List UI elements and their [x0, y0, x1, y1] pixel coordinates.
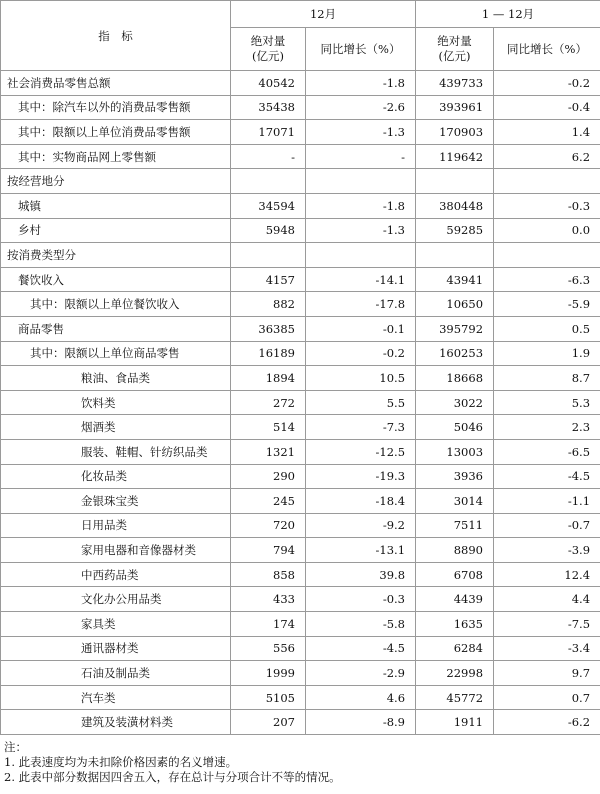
ytd-yoy-cell: 8.7: [494, 366, 600, 391]
month-yoy-cell: -8.9: [306, 710, 416, 735]
month-abs-cell: 245: [231, 489, 306, 514]
ytd-abs-cell: 1911: [416, 710, 494, 735]
ytd-abs-cell: 3022: [416, 390, 494, 415]
table-row: [1, 292, 600, 317]
row-label: 按消费类型分: [1, 243, 231, 268]
month-abs-cell: 290: [231, 464, 306, 489]
month-abs-label: 绝对量: [250, 34, 286, 48]
table-row: [1, 341, 600, 366]
table-row: [1, 120, 600, 145]
table-row: [1, 612, 600, 637]
month-yoy-cell: 10.5: [306, 366, 416, 391]
row-label: 烟酒类: [1, 415, 231, 440]
month-abs-cell: 1321: [231, 439, 306, 464]
row-label: 日用品类: [1, 513, 231, 538]
month-abs-cell: 1894: [231, 366, 306, 391]
table-row: [1, 685, 600, 710]
month-yoy-cell: -0.2: [306, 341, 416, 366]
row-label: 其中：除汽车以外的消费品零售额: [1, 95, 231, 120]
row-label: 其中：实物商品网上零售额: [1, 144, 231, 169]
month-yoy-cell: 39.8: [306, 562, 416, 587]
table-row: [1, 366, 600, 391]
month-abs-cell: 794: [231, 538, 306, 563]
table-row: [1, 95, 600, 120]
table-row: [1, 71, 600, 96]
month-abs-cell: 858: [231, 562, 306, 587]
indicator-header: 指 标: [1, 1, 231, 71]
ytd-yoy-cell: -3.9: [494, 538, 600, 563]
month-yoy-cell: -1.8: [306, 71, 416, 96]
month-abs-cell: 1999: [231, 661, 306, 686]
ytd-yoy-cell: 0.5: [494, 316, 600, 341]
month-abs-cell: 556: [231, 636, 306, 661]
month-abs-cell: [231, 169, 306, 194]
table-row: [1, 562, 600, 587]
ytd-abs-cell: 160253: [416, 341, 494, 366]
month-yoy-cell: 5.5: [306, 390, 416, 415]
ytd-abs-cell: 7511: [416, 513, 494, 538]
ytd-abs-cell: 45772: [416, 685, 494, 710]
header-row-periods: [1, 1, 600, 28]
ytd-yoy-cell: 5.3: [494, 390, 600, 415]
ytd-yoy-cell: [494, 243, 600, 268]
row-label: 金银珠宝类: [1, 489, 231, 514]
ytd-yoy-header: 同比增长（%）: [494, 28, 600, 71]
ytd-abs-cell: 10650: [416, 292, 494, 317]
month-abs-cell: [231, 243, 306, 268]
ytd-abs-cell: 18668: [416, 366, 494, 391]
month-abs-cell: 272: [231, 390, 306, 415]
month-abs-cell: 433: [231, 587, 306, 612]
ytd-abs-cell: 380448: [416, 193, 494, 218]
month-yoy-cell: -4.5: [306, 636, 416, 661]
ytd-abs-cell: 8890: [416, 538, 494, 563]
month-abs-cell: 16189: [231, 341, 306, 366]
notes-title: 注：: [4, 740, 27, 755]
table-row: [1, 169, 600, 194]
month-abs-cell: 34594: [231, 193, 306, 218]
month-yoy-cell: -14.1: [306, 267, 416, 292]
table-row: [1, 710, 600, 735]
ytd-abs-cell: 3014: [416, 489, 494, 514]
row-label: 化妆品类: [1, 464, 231, 489]
ytd-abs-cell: 6284: [416, 636, 494, 661]
table-row: [1, 489, 600, 514]
ytd-abs-cell: 22998: [416, 661, 494, 686]
table-row: [1, 439, 600, 464]
month-yoy-cell: -17.8: [306, 292, 416, 317]
row-label: 中西药品类: [1, 562, 231, 587]
ytd-abs-cell: 393961: [416, 95, 494, 120]
month-abs-cell: 17071: [231, 120, 306, 145]
ytd-yoy-cell: 12.4: [494, 562, 600, 587]
table-row: [1, 538, 600, 563]
month-yoy-cell: -18.4: [306, 489, 416, 514]
table-row: [1, 415, 600, 440]
row-label: 粮油、食品类: [1, 366, 231, 391]
row-label: 汽车类: [1, 685, 231, 710]
ytd-yoy-cell: 1.9: [494, 341, 600, 366]
table-row: [1, 316, 600, 341]
table-row: [1, 144, 600, 169]
ytd-yoy-cell: -4.5: [494, 464, 600, 489]
month-abs-cell: 5948: [231, 218, 306, 243]
ytd-abs-cell: 43941: [416, 267, 494, 292]
row-label: 城镇: [1, 193, 231, 218]
ytd-abs-header: [416, 28, 494, 71]
ytd-yoy-cell: 0.7: [494, 685, 600, 710]
ytd-abs-cell: [416, 243, 494, 268]
ytd-yoy-cell: -7.5: [494, 612, 600, 637]
ytd-yoy-cell: 4.4: [494, 587, 600, 612]
note-line-1: 1. 此表速度均为未扣除价格因素的名义增速。: [4, 755, 238, 770]
month-yoy-cell: 4.6: [306, 685, 416, 710]
row-label: 通讯器材类: [1, 636, 231, 661]
ytd-yoy-cell: [494, 169, 600, 194]
row-label: 家具类: [1, 612, 231, 637]
row-label: 建筑及装潢材料类: [1, 710, 231, 735]
ytd-abs-cell: 170903: [416, 120, 494, 145]
month-abs-cell: -: [231, 144, 306, 169]
month-abs-cell: 35438: [231, 95, 306, 120]
month-yoy-cell: -0.1: [306, 316, 416, 341]
ytd-abs-unit: (亿元): [438, 49, 471, 63]
table-row: [1, 636, 600, 661]
ytd-abs-cell: 119642: [416, 144, 494, 169]
ytd-yoy-cell: -5.9: [494, 292, 600, 317]
ytd-yoy-cell: 1.4: [494, 120, 600, 145]
row-label: 其中：限额以上单位商品零售: [1, 341, 231, 366]
ytd-yoy-cell: -6.2: [494, 710, 600, 735]
note-line-2: 2. 此表中部分数据因四舍五入，存在总计与分项合计不等的情况。: [4, 770, 341, 785]
ytd-abs-cell: 439733: [416, 71, 494, 96]
month-abs-cell: 174: [231, 612, 306, 637]
ytd-abs-cell: 59285: [416, 218, 494, 243]
month-abs-header: [231, 28, 306, 71]
month-yoy-cell: -2.6: [306, 95, 416, 120]
ytd-abs-cell: 5046: [416, 415, 494, 440]
month-yoy-cell: -5.8: [306, 612, 416, 637]
row-label: 乡村: [1, 218, 231, 243]
month-abs-cell: 5105: [231, 685, 306, 710]
month-abs-cell: 514: [231, 415, 306, 440]
month-yoy-cell: -13.1: [306, 538, 416, 563]
month-yoy-cell: -19.3: [306, 464, 416, 489]
month-yoy-header: 同比增长（%）: [306, 28, 416, 71]
row-label: 家用电器和音像器材类: [1, 538, 231, 563]
ytd-yoy-cell: 9.7: [494, 661, 600, 686]
month-yoy-cell: -0.3: [306, 587, 416, 612]
table-row: [1, 193, 600, 218]
month-abs-cell: 207: [231, 710, 306, 735]
row-label: 其中：限额以上单位消费品零售额: [1, 120, 231, 145]
ytd-yoy-cell: -0.4: [494, 95, 600, 120]
row-label: 社会消费品零售总额: [1, 71, 231, 96]
row-label: 文化办公用品类: [1, 587, 231, 612]
ytd-abs-cell: 13003: [416, 439, 494, 464]
month-yoy-cell: -7.3: [306, 415, 416, 440]
month-yoy-cell: -: [306, 144, 416, 169]
ytd-yoy-cell: -6.3: [494, 267, 600, 292]
ytd-yoy-cell: 6.2: [494, 144, 600, 169]
table-row: [1, 587, 600, 612]
table-row: [1, 218, 600, 243]
month-yoy-cell: -2.9: [306, 661, 416, 686]
month-yoy-cell: -1.3: [306, 218, 416, 243]
month-abs-cell: 720: [231, 513, 306, 538]
ytd-abs-cell: [416, 169, 494, 194]
row-label: 餐饮收入: [1, 267, 231, 292]
month-abs-cell: 4157: [231, 267, 306, 292]
ytd-abs-cell: 4439: [416, 587, 494, 612]
ytd-yoy-cell: -6.5: [494, 439, 600, 464]
table-row: [1, 390, 600, 415]
table-row: [1, 661, 600, 686]
month-yoy-cell: -1.8: [306, 193, 416, 218]
table-body: [1, 71, 600, 735]
table-row: [1, 464, 600, 489]
ytd-yoy-cell: -0.3: [494, 193, 600, 218]
ytd-yoy-cell: 2.3: [494, 415, 600, 440]
month-abs-cell: 882: [231, 292, 306, 317]
row-label: 其中：限额以上单位餐饮收入: [1, 292, 231, 317]
month-period-header: 12月: [231, 1, 416, 28]
month-abs-unit: (亿元): [252, 49, 284, 63]
ytd-period-header: 1 — 12月: [416, 1, 600, 28]
month-yoy-cell: -9.2: [306, 513, 416, 538]
month-abs-cell: 36385: [231, 316, 306, 341]
row-label: 石油及制品类: [1, 661, 231, 686]
month-yoy-cell: [306, 243, 416, 268]
table-row: [1, 513, 600, 538]
row-label: 按经营地分: [1, 169, 231, 194]
ytd-abs-cell: 395792: [416, 316, 494, 341]
ytd-yoy-cell: -1.1: [494, 489, 600, 514]
ytd-abs-cell: 6708: [416, 562, 494, 587]
table-row: [1, 267, 600, 292]
row-label: 饮料类: [1, 390, 231, 415]
table-row: [1, 243, 600, 268]
row-label: 商品零售: [1, 316, 231, 341]
row-label: 服装、鞋帽、针纺织品类: [1, 439, 231, 464]
month-yoy-cell: -1.3: [306, 120, 416, 145]
ytd-yoy-cell: 0.0: [494, 218, 600, 243]
month-yoy-cell: [306, 169, 416, 194]
ytd-yoy-cell: -0.7: [494, 513, 600, 538]
ytd-yoy-cell: -3.4: [494, 636, 600, 661]
table-notes: [0, 735, 600, 785]
ytd-yoy-cell: -0.2: [494, 71, 600, 96]
ytd-abs-cell: 1635: [416, 612, 494, 637]
month-yoy-cell: -12.5: [306, 439, 416, 464]
month-abs-cell: 40542: [231, 71, 306, 96]
ytd-abs-cell: 3936: [416, 464, 494, 489]
ytd-abs-label: 绝对量: [437, 34, 472, 48]
